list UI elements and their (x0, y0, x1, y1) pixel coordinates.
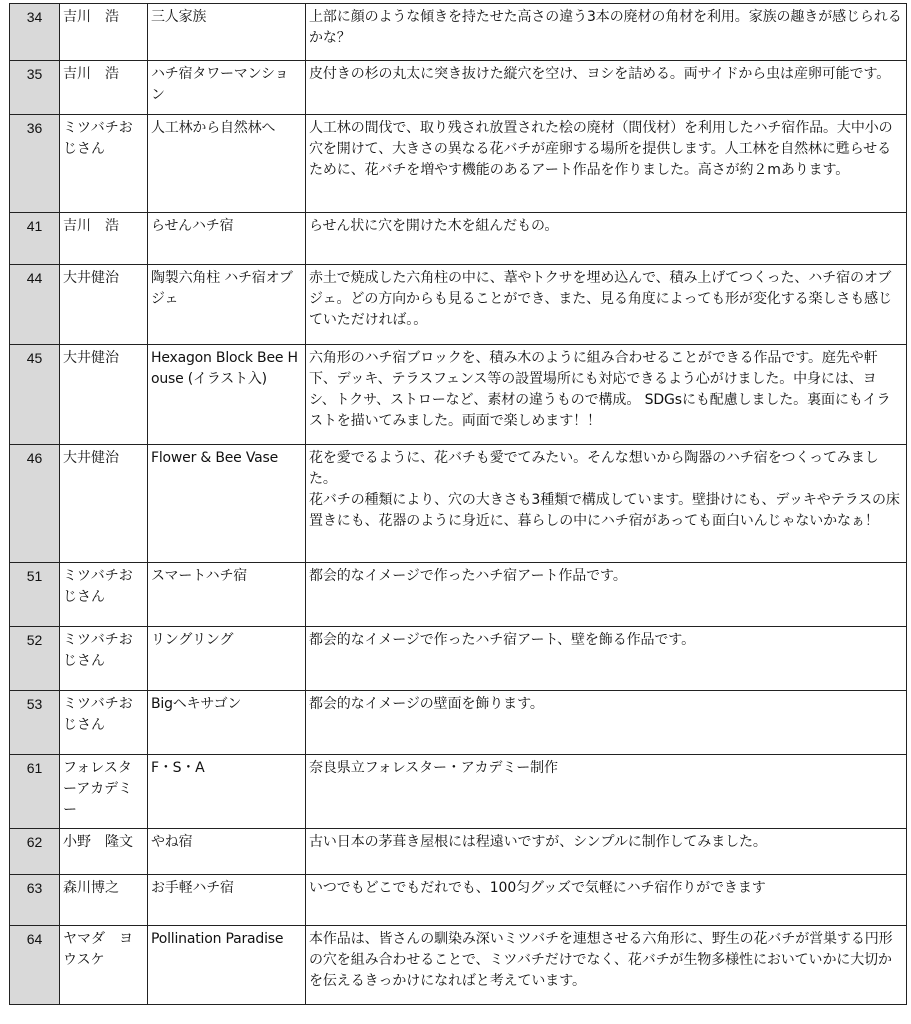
author-cell: 小野 隆文 (60, 829, 148, 875)
title-cell: ハチ宿タワーマンション (148, 61, 306, 115)
description-text: 古い日本の茅葺き屋根には程遠いですが、シンプルに制作してみました。 (309, 834, 767, 850)
title-cell: らせんハチ宿 (148, 213, 306, 265)
title-cell: Flower & Bee Vase (148, 445, 306, 563)
description-text: 都会的なイメージの壁面を飾ります。 (309, 696, 544, 712)
title-cell: Pollination Paradise (148, 926, 306, 1005)
description-cell (306, 563, 907, 627)
description-cell (306, 755, 907, 829)
description-text: 六角形のハチ宿ブロックを、積み木のように組み合わせることができる作品です。庭先や軒下、デッキ、テラスフェンス等の設置場所にも対応できるよう心がけました。中身には、ヨシ、トクサ、ストローなど、素材の違うもので構成。 SDGsにも配慮しました。裏面にもイラストを描いてみました。両面で楽しめます！！ (309, 350, 891, 429)
description-text: 上部に顔のような傾きを持たせた高さの違う3本の廃材の角材を利用。家族の趣きが感じられるかな？ (309, 9, 902, 46)
description-text: いつでもどこでもだれでも、100匀グッズで気軽にハチ宿作りができます (309, 880, 766, 896)
table-row (10, 691, 907, 755)
description-text: 赤土で焼成した六角柱の中に、葦やトクサを埋め込んで、積み上げてつくった、ハチ宿のオブジェ。どの方向からも見ることができ、また、見る角度によっても形が変化する楽しさも感じていただければ。。 (309, 270, 892, 328)
author-cell: 吉川 浩 (60, 4, 148, 61)
entry-number: 61 (10, 755, 60, 829)
entry-number: 63 (10, 875, 60, 926)
description-text: 都会的なイメージで作ったハチ宿アート、壁を飾る作品です。 (309, 632, 695, 648)
title-cell: お手軽ハチ宿 (148, 875, 306, 926)
entry-number: 34 (10, 4, 60, 61)
description-cell (306, 829, 907, 875)
description-cell (306, 61, 907, 115)
table-row (10, 875, 907, 926)
description-cell (306, 265, 907, 345)
title-cell: リングリング (148, 627, 306, 691)
author-cell: 吉川 浩 (60, 213, 148, 265)
artworks-table (9, 3, 907, 1005)
description-cell (306, 115, 907, 213)
description-text: 奈良県立フォレスター・アカデミー制作 (309, 760, 558, 776)
title-cell: スマートハチ宿 (148, 563, 306, 627)
entry-number: 45 (10, 345, 60, 445)
description-text: 皮付きの杉の丸太に突き抜けた縦穴を空け、ヨシを詰める。両サイドから虫は産卵可能です。 (309, 66, 891, 82)
table-row (10, 4, 907, 61)
entry-number: 62 (10, 829, 60, 875)
title-cell: 陶製六角柱 ハチ宿オブジェ (148, 265, 306, 345)
entry-number: 64 (10, 926, 60, 1005)
table-row (10, 265, 907, 345)
title-cell: Bigヘキサゴン (148, 691, 306, 755)
author-cell: フォレスターアカデミー (60, 755, 148, 829)
author-cell: ミツバチおじさん (60, 563, 148, 627)
description-text: 花を愛でるように、花バチも愛でてみたい。そんな想いから陶器のハチ宿をつくってみました。 (309, 450, 879, 487)
author-cell: ミツバチおじさん (60, 691, 148, 755)
author-cell: 大井健治 (60, 345, 148, 445)
description-cell (306, 4, 907, 61)
title-cell: 人工林から自然林へ (148, 115, 306, 213)
title-cell: Hexagon Block Bee House (イラスト入) (148, 345, 306, 445)
description-text: 人工林の間伐で、取り残され放置された桧の廃材（間伐材）を利用したハチ宿作品。大中小の穴を開けて、大きさの異なる花バチが産卵する場所を提供します。人工林を自然林に甦らせるために、花バチを増やす機能のあるアート作品を作りました。高さが約２mあります。 (309, 120, 893, 178)
table-row (10, 213, 907, 265)
author-cell: ミツバチおじさん (60, 627, 148, 691)
author-cell: 吉川 浩 (60, 61, 148, 115)
title-cell: 三人家族 (148, 4, 306, 61)
author-cell: 森川博之 (60, 875, 148, 926)
description-cell (306, 213, 907, 265)
table-row (10, 345, 907, 445)
title-cell: やね宿 (148, 829, 306, 875)
author-cell: ヤマダ ヨウスケ (60, 926, 148, 1005)
table-row (10, 445, 907, 563)
entry-number: 44 (10, 265, 60, 345)
description-cell (306, 345, 907, 445)
description-cell (306, 445, 907, 563)
description-text: 都会的なイメージで作ったハチ宿アート作品です。 (309, 568, 627, 584)
entry-number: 46 (10, 445, 60, 563)
entry-number: 36 (10, 115, 60, 213)
entry-number: 53 (10, 691, 60, 755)
table-row (10, 627, 907, 691)
table-row (10, 61, 907, 115)
author-cell: 大井健治 (60, 445, 148, 563)
author-cell: ミツバチおじさん (60, 115, 148, 213)
title-cell: F・S・A (148, 755, 306, 829)
description-text: らせん状に穴を開けた木を組んだもの。 (309, 218, 559, 234)
description-cell (306, 627, 907, 691)
entry-number: 41 (10, 213, 60, 265)
description-text: 花バチの種類により、穴の大きさも3種類で構成しています。壁掛けにも、デッキやテラスの床置きにも、花器のように身近に、暮らしの中にハチ宿があっても面白いんじゃないかなぁ！ (309, 492, 900, 529)
entry-number: 52 (10, 627, 60, 691)
table-row (10, 829, 907, 875)
description-cell (306, 691, 907, 755)
entry-number: 51 (10, 563, 60, 627)
table-row (10, 115, 907, 213)
description-text: 本作品は、皆さんの馴染み深いミツバチを連想させる六角形に、野生の花バチが営巣する円形の穴を組み合わせることで、ミツバチだけでなく、花バチが生物多様性においていかに大切かを伝えるきっかけになればと考えています。 (309, 931, 893, 989)
table-row (10, 926, 907, 1005)
table-row (10, 563, 907, 627)
author-cell: 大井健治 (60, 265, 148, 345)
entry-number: 35 (10, 61, 60, 115)
table-row (10, 755, 907, 829)
description-cell (306, 875, 907, 926)
description-cell (306, 926, 907, 1005)
